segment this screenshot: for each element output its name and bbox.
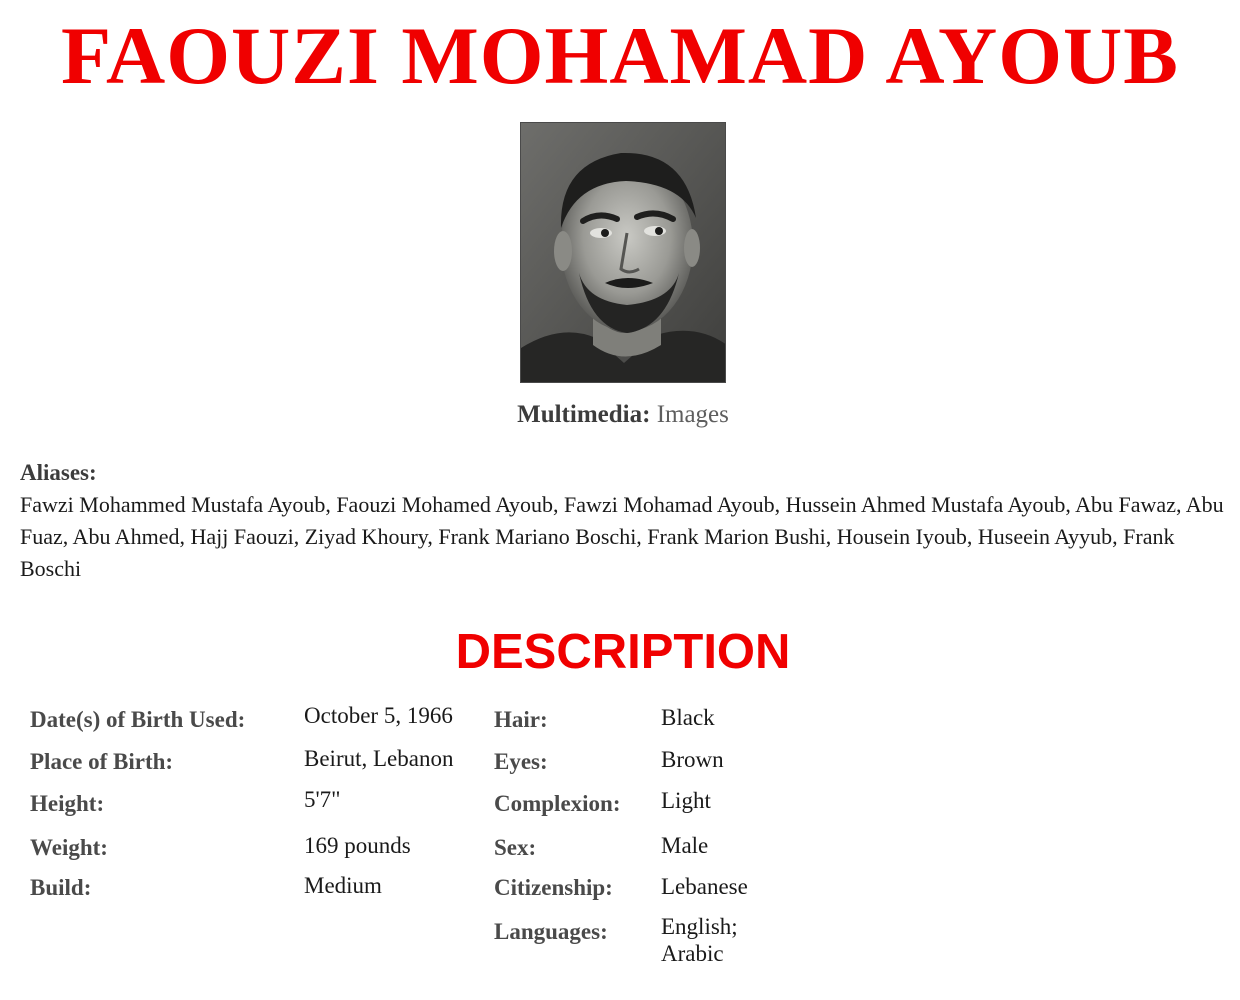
field-label: Build: [30, 875, 92, 900]
field-label: Height: [30, 791, 105, 816]
table-row [30, 832, 790, 874]
field-value: Beirut, Lebanon [304, 746, 454, 771]
field-value: Male [661, 833, 709, 858]
table-row [30, 748, 790, 790]
page-title: FAOUZI MOHAMAD AYOUB [61, 10, 1179, 101]
aliases-text: Fawzi Mohammed Mustafa Ayoub, Faouzi Mohamed Ayoub, Fawzi Mohamad Ayoub, Hussein Ahmed Mustafa Ayoub, Abu Fawaz, Abu Fuaz, Abu Ahmed, Hajj Faouzi, Ziyad Khoury, Frank Mariano Boschi, Frank Marion Bushi, Housein Iyoub, Huseein Ayyub, Frank Boschi [20, 492, 1224, 581]
field-value: Brown [661, 747, 724, 772]
field-label: Hair: [494, 707, 548, 732]
field-label: Sex: [494, 835, 537, 860]
field-label: Weight: [30, 835, 108, 860]
field-value: 169 pounds [304, 833, 411, 858]
field-value: October 5, 1966 [304, 703, 453, 728]
field-label: Eyes: [494, 749, 548, 774]
multimedia-line [0, 398, 1240, 432]
description-heading: DESCRIPTION [455, 625, 791, 679]
field-label: Place of Birth: [30, 749, 174, 774]
table-row [30, 873, 790, 918]
field-value: Medium [304, 873, 382, 898]
table-row [30, 914, 790, 976]
field-value: Light [661, 788, 711, 813]
portrait-photo [520, 122, 726, 383]
field-value: 5'7" [304, 787, 341, 812]
field-label: Citizenship: [494, 875, 613, 900]
field-label: Complexion: [494, 791, 621, 816]
aliases-label: Aliases: [20, 460, 97, 485]
portrait-photo-icon [521, 123, 726, 383]
field-value: Black [661, 705, 715, 730]
table-row [30, 703, 790, 748]
field-value: Lebanese [661, 874, 748, 899]
field-value: English; Arabic [661, 914, 738, 966]
multimedia-label: Multimedia: [517, 401, 651, 428]
images-link[interactable]: Images [656, 401, 729, 428]
field-label: Languages: [494, 919, 608, 944]
table-row [30, 787, 790, 832]
field-label: Date(s) of Birth Used: [30, 707, 246, 732]
